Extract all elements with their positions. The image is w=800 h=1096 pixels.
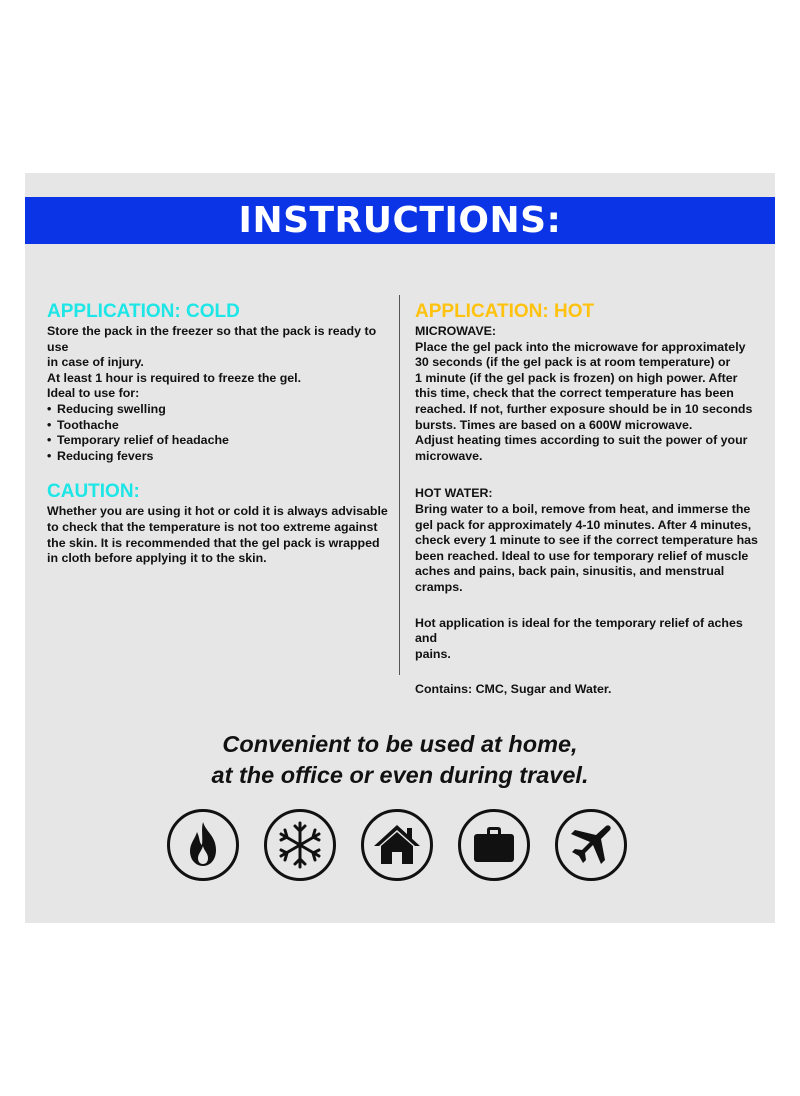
instructions-panel [25, 173, 775, 923]
cold-heading: APPLICATION: COLD [47, 301, 240, 322]
tagline [25, 729, 775, 791]
microwave-line: bursts. Times are based on a 600W microwave. [415, 417, 693, 432]
caution-line: the skin. It is recommended that the gel pack is wrapped [47, 535, 380, 550]
ideal-line: Hot application is ideal for the temporary relief of aches and [415, 615, 743, 646]
microwave-line: reached. If not, further exposure should be in 10 seconds [415, 401, 753, 416]
microwave-line: microwave. [415, 448, 483, 463]
caution-line: in cloth before applying it to the skin. [47, 551, 267, 566]
cold-line: At least 1 hour is required to freeze the gel. [47, 370, 302, 385]
hot-heading: APPLICATION: HOT [415, 301, 595, 322]
cold-line: Store the pack in the freezer so that the pack is ready to use [47, 324, 377, 354]
microwave-line: 30 seconds (if the gel pack is at room temperature) or [415, 355, 731, 370]
cold-line: Ideal to use for: [47, 386, 140, 401]
ideal-line: pains. [415, 646, 451, 661]
microwave-line: 1 minute (if the gel pack is frozen) on high power. After [415, 370, 738, 385]
airplane-icon [555, 809, 627, 881]
hot-water-line: been reached. Ideal to use for temporary relief of muscle [415, 548, 749, 563]
tagline-line-1: Convenient to be used at home, [222, 731, 578, 757]
list-item: • Temporary relief of headache [47, 433, 392, 449]
caution-line: to check that the temperature is not too extreme against [47, 519, 378, 534]
list-item: • Reducing swelling [47, 402, 392, 418]
cold-column [47, 301, 392, 567]
flame-icon [167, 809, 239, 881]
microwave-label: MICROWAVE: [415, 324, 496, 338]
cold-uses-list [47, 402, 392, 464]
list-item: • Toothache [47, 418, 392, 434]
microwave-line: Adjust heating times according to suit the power of your [415, 433, 748, 448]
list-item: • Reducing fevers [47, 449, 392, 465]
hot-water-line: Bring water to a boil, remove from heat, and immerse the [415, 501, 751, 516]
hot-water-line: aches and pains, back pain, sinusitis, and menstrual cramps. [415, 564, 725, 594]
hot-water-line: check every 1 minute to see if the correct temperature has [415, 533, 758, 548]
tagline-line-2: at the office or even during travel. [211, 762, 589, 788]
caution-heading: CAUTION: [47, 481, 140, 503]
contains-text: Contains: CMC, Sugar and Water. [415, 682, 612, 697]
page-title: INSTRUCTIONS: [25, 197, 775, 244]
caution-line: Whether you are using it hot or cold it is always advisable [47, 504, 388, 519]
column-divider [399, 295, 400, 675]
snowflake-icon [264, 809, 336, 881]
microwave-line: this time, check that the correct temperature has been [415, 386, 734, 401]
hot-water-label: HOT WATER: [415, 486, 493, 501]
briefcase-icon [458, 809, 530, 881]
house-icon [361, 809, 433, 881]
cold-line: in case of injury. [47, 355, 144, 370]
hot-water-line: gel pack for approximately 4-10 minutes. After 4 minutes, [415, 517, 752, 532]
microwave-line: Place the gel pack into the microwave for approximately [415, 339, 746, 354]
usage-icons [167, 809, 637, 889]
hot-column [415, 301, 765, 698]
